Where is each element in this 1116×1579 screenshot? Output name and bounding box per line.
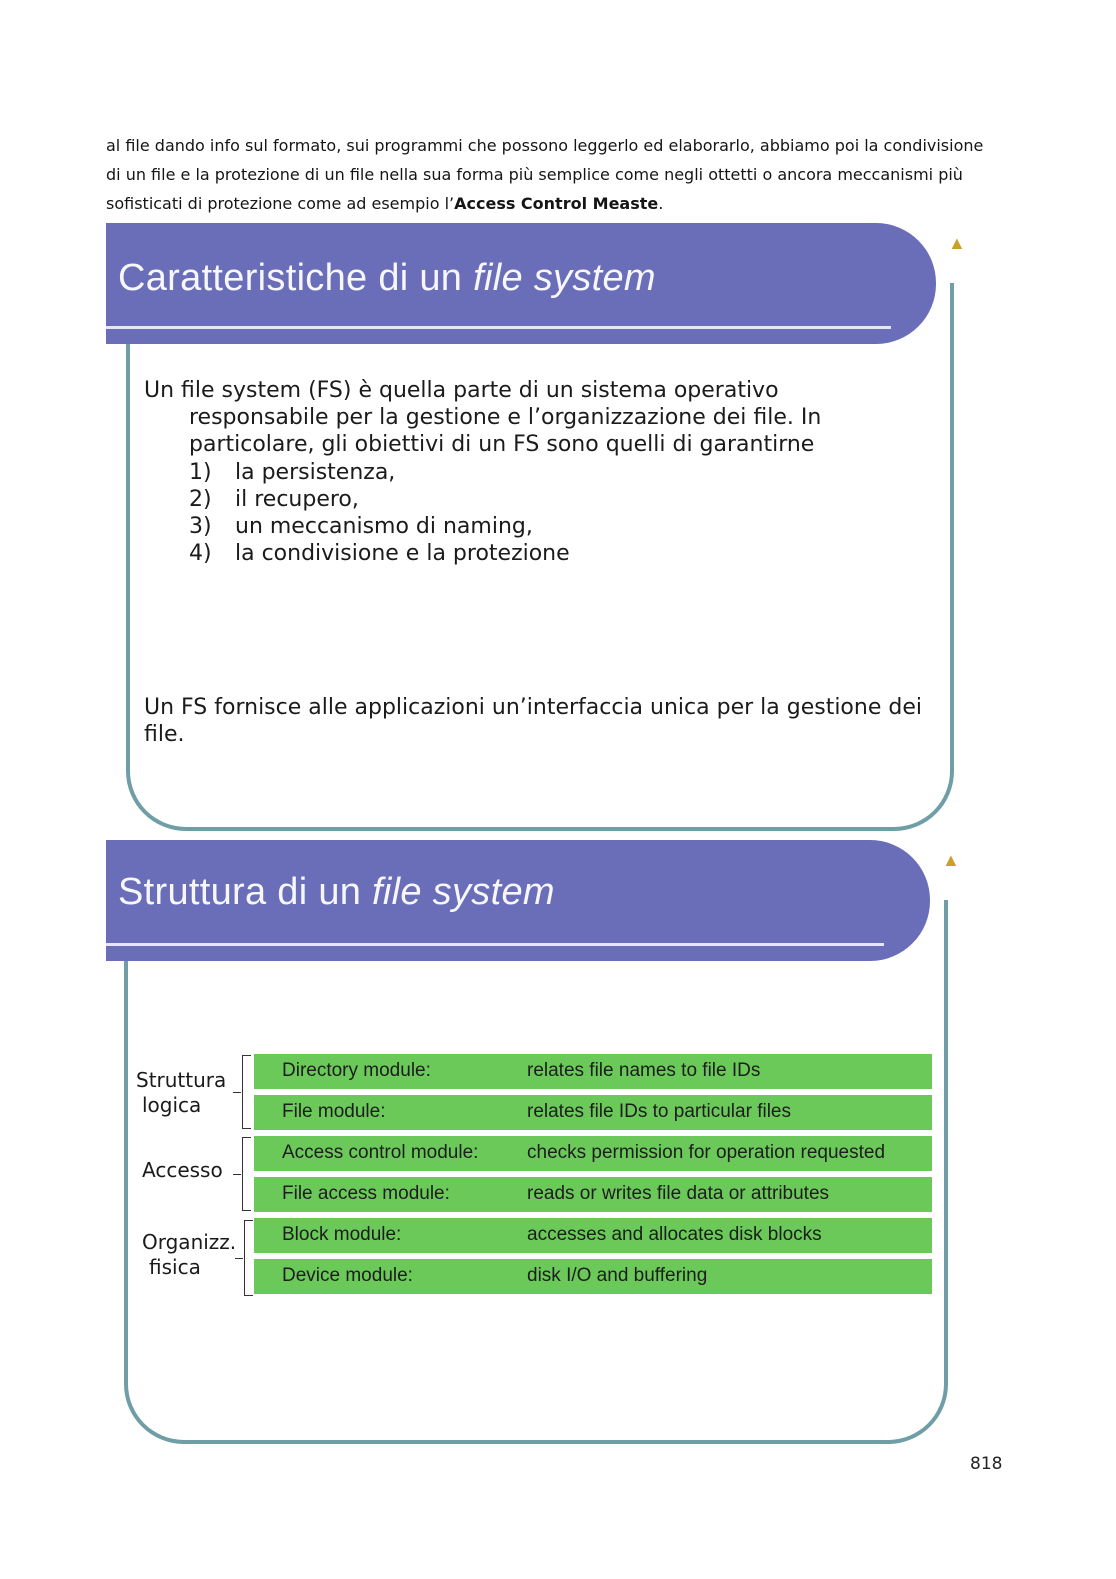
slide-title-banner	[106, 223, 936, 344]
interface-paragraph: Un FS fornisce alle applicazioni un’interfaccia unica per la gestione dei file.	[144, 695, 922, 747]
group-label-physical: Organizz. fisica	[142, 1230, 237, 1279]
intro-text: al file dando info sul formato, sui programmi che possono leggerlo ed elaborarlo, abbiamo poi la condivisione di un file e la protezione di un file nella sua forma più semplice come negli ottetti o ancora meccanismi più sofisticati di protezione come ad esempio l’	[106, 136, 984, 213]
bell-icon: ▲	[948, 233, 966, 253]
list-item: 3) un meccanismo di naming,	[189, 514, 533, 539]
title-underline	[106, 326, 891, 329]
module-row	[254, 1095, 932, 1130]
module-name: Access control module:	[282, 1142, 479, 1163]
module-name: Directory module:	[282, 1060, 431, 1081]
module-name: Device module:	[282, 1265, 413, 1286]
slide-file-system-features	[106, 223, 966, 835]
definition-paragraph	[144, 377, 864, 458]
module-name: Block module:	[282, 1224, 402, 1245]
group-brace	[244, 1220, 253, 1296]
group-brace	[242, 1055, 251, 1129]
list-item: 4) la condivisione e la protezione	[189, 541, 570, 566]
module-row	[254, 1136, 932, 1171]
definition-continuation: responsabile per la gestione e l’organizzazione dei file. In particolare, gli obiettivi di un FS sono quelli di garantirne	[189, 405, 822, 457]
module-name: File access module:	[282, 1183, 450, 1204]
list-item: 1) la persistenza,	[189, 460, 396, 485]
module-row	[254, 1218, 932, 1253]
title-underline	[106, 943, 884, 946]
slide-title: Caratteristiche di un file system	[118, 257, 656, 299]
module-description: accesses and allocates disk blocks	[527, 1224, 822, 1245]
group-label-access: Accesso	[142, 1158, 223, 1182]
module-description: relates file IDs to particular files	[527, 1101, 791, 1122]
module-description: disk I/O and buffering	[527, 1265, 708, 1286]
group-label-logical: Struttura logica	[136, 1068, 227, 1117]
module-description: reads or writes file data or attributes	[527, 1183, 830, 1204]
intro-bold-term: Access Control Measte	[454, 194, 659, 213]
group-brace	[242, 1137, 251, 1211]
bell-icon: ▲	[942, 850, 960, 870]
intro-end: .	[658, 194, 664, 213]
page-number: 818	[970, 1454, 1003, 1474]
intro-paragraph	[106, 131, 986, 218]
module-row	[254, 1259, 932, 1294]
objectives-list	[189, 459, 570, 567]
definition-first-line: Un file system (FS) è quella parte di un sistema operativo	[144, 378, 779, 403]
module-name: File module:	[282, 1101, 386, 1122]
module-row	[254, 1054, 932, 1089]
module-description: checks permission for operation requested	[527, 1142, 886, 1163]
slide-file-system-structure	[106, 840, 960, 1450]
list-item: 2) il recupero,	[189, 487, 359, 512]
slide-title-banner	[106, 840, 930, 961]
module-row	[254, 1177, 932, 1212]
module-description: relates file names to file IDs	[527, 1060, 761, 1081]
slide-title: Struttura di un file system	[118, 871, 555, 913]
